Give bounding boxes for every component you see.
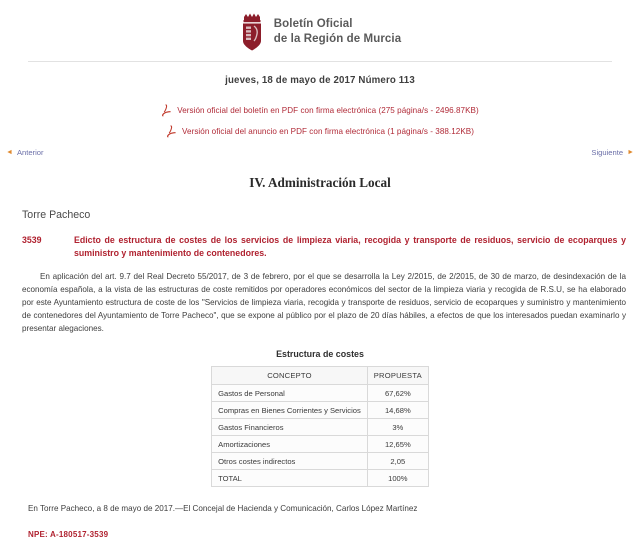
- masthead: [0, 0, 640, 52]
- masthead-title: [274, 17, 401, 47]
- masthead-line-1: Boletín Oficial: [273, 17, 353, 30]
- npe-code: NPE: A-180517-3539: [28, 530, 109, 539]
- masthead-divider: [28, 61, 612, 62]
- next-link[interactable]: [591, 148, 634, 157]
- pdf-link-row[interactable]: [0, 125, 640, 138]
- cell-propuesta: 2,05: [367, 453, 428, 470]
- table-row-total: [212, 470, 429, 487]
- table-row: [212, 402, 429, 419]
- cell-propuesta: 67,62%: [367, 385, 428, 402]
- cell-concepto: Gastos de Personal: [212, 385, 368, 402]
- cell-propuesta: 3%: [367, 419, 428, 436]
- edict-title: Edicto de estructura de costes de los servicios de limpieza viaria, recogida y transporte de residuos, servicio de ecoparques y suministro y mantenimiento de contenedores.: [74, 235, 626, 258]
- locality-name: Torre Pacheco: [22, 209, 91, 221]
- cell-concepto: TOTAL: [212, 470, 368, 487]
- section-title: IV. Administración Local: [249, 175, 391, 190]
- pdf-link-row[interactable]: [0, 104, 640, 117]
- murcia-coat-of-arms-icon: [239, 12, 265, 52]
- previous-link[interactable]: [6, 148, 44, 157]
- navigation-bar: [0, 148, 640, 164]
- table-row: [212, 385, 429, 402]
- previous-label: Anterior: [16, 148, 44, 157]
- edict-heading: [22, 234, 626, 260]
- cost-structure-table: [211, 366, 429, 487]
- column-header-concepto: CONCEPTO: [212, 367, 368, 385]
- table-row: [212, 436, 429, 453]
- masthead-line-2: de la Región de Murcia: [273, 33, 402, 45]
- table-head: [212, 367, 429, 385]
- cell-propuesta: 14,68%: [367, 402, 428, 419]
- signature-line: En Torre Pacheco, a 8 de mayo de 2017.—El Concejal de Hacienda y Comunicación, Carlos López Martínez: [28, 504, 418, 514]
- table-row: [212, 453, 429, 470]
- column-header-propuesta: PROPUESTA: [367, 367, 428, 385]
- table-row: [212, 419, 429, 436]
- pdf-links-group: [0, 104, 640, 138]
- next-label: Siguiente: [591, 148, 624, 157]
- bulletin-date-line: jueves, 18 de mayo de 2017 Número 113: [225, 75, 415, 86]
- body-paragraph: En aplicación del art. 9.7 del Real Decreto 55/2017, de 3 de febrero, por el que se desarrolla la Ley 2/2015, de 2/2015, de 30 de marzo, de desindexación de la economía española, a la vista de las estructuras de coste remitidos por operadores económicos del sector de la limpieza viaria y recogida de R.S.U, se ha elaborado por este Ayuntamiento estructura de coste de los "Servicios de limpieza viaria, recogida y transporte de residuos, servicio de ecoparques y suministro y mantenimiento de contenedores del Ayuntamiento de Torre Pacheco", que se expone al público por el plazo de 20 días hábiles, a efectos de que los interesados puedan examinarlo y presentar alegaciones.: [22, 271, 626, 333]
- pdf-icon: [166, 125, 177, 138]
- edict-number: 3539: [22, 235, 42, 245]
- cell-propuesta: 12,65%: [367, 436, 428, 453]
- pdf-link-boletin[interactable]: Versión oficial del boletín en PDF con firma electrónica (275 página/s - 2496.87KB): [177, 106, 479, 115]
- cell-concepto: Otros costes indirectos: [212, 453, 368, 470]
- chevron-left-icon: ◄: [6, 149, 13, 156]
- table-body: [212, 385, 429, 487]
- cell-concepto: Compras en Bienes Corrientes y Servicios: [212, 402, 368, 419]
- table-header-row: [212, 367, 429, 385]
- cell-propuesta: 100%: [367, 470, 428, 487]
- table-title: Estructura de costes: [276, 349, 364, 360]
- pdf-link-anuncio[interactable]: Versión oficial del anuncio en PDF con firma electrónica (1 página/s - 388.12KB): [182, 127, 474, 136]
- pdf-icon: [161, 104, 172, 117]
- chevron-right-icon: ►: [627, 149, 634, 156]
- cell-concepto: Gastos Financieros: [212, 419, 368, 436]
- cell-concepto: Amortizaciones: [212, 436, 368, 453]
